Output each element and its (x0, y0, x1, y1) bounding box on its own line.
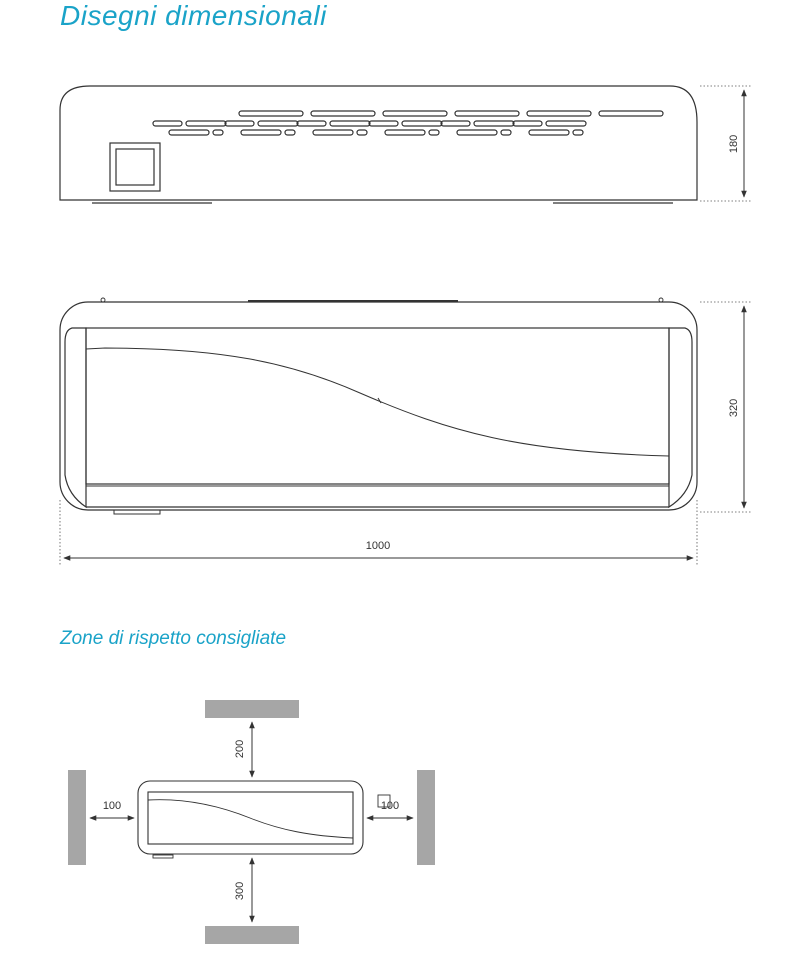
vent-slot (369, 121, 398, 126)
dim-side-height (700, 86, 752, 201)
vent-slot (599, 111, 663, 116)
vent-slot (186, 121, 226, 126)
section-title-clearance: Zone di rispetto consigliate (60, 628, 287, 649)
vent-slot (213, 130, 223, 135)
control-box (110, 143, 160, 191)
clearance-left-label: 100 (102, 800, 122, 812)
wall-left (68, 770, 86, 865)
vent-slot (239, 111, 303, 116)
vent-slot (383, 111, 447, 116)
vent-slot (297, 121, 326, 126)
dim-front-height (700, 302, 752, 512)
vent-slot (357, 130, 367, 135)
dim-width-label: 1000 (365, 540, 391, 552)
vent-slot (402, 121, 442, 126)
wave-design (86, 348, 669, 486)
vent-slot (153, 121, 182, 126)
vent-slot (474, 121, 514, 126)
vent-slot (429, 130, 439, 135)
vent-slot (225, 121, 254, 126)
front-foot (114, 510, 160, 514)
vent-slots (153, 111, 663, 135)
front-view-body (60, 302, 697, 510)
vent-slot (385, 130, 425, 135)
wall-bottom (205, 926, 299, 944)
dim-side-height-label: 180 (728, 134, 740, 154)
clearance-diagram (68, 700, 435, 944)
page-title: Disegni dimensionali (60, 0, 327, 31)
side-panel-left (65, 328, 86, 507)
side-view (60, 86, 697, 203)
mini-unit (138, 781, 390, 858)
vent-slot (457, 130, 497, 135)
vent-slot (285, 130, 295, 135)
vent-slot (169, 130, 209, 135)
side-panel-right (669, 328, 692, 507)
wall-top (205, 700, 299, 718)
wall-right (417, 770, 435, 865)
vent-slot (313, 130, 353, 135)
dim-front-height-label: 320 (728, 398, 740, 418)
front-view (60, 298, 697, 514)
vent-slot (311, 111, 375, 116)
vent-slot (258, 121, 298, 126)
vent-slot (501, 130, 511, 135)
clearance-top-label: 200 (234, 739, 246, 759)
vent-slot (546, 121, 586, 126)
vent-slot (455, 111, 519, 116)
clearance-bottom-label: 300 (234, 881, 246, 901)
clearance-right-label: 100 (380, 800, 400, 812)
front-panel (86, 328, 669, 484)
vent-slot (513, 121, 542, 126)
control-box-inner (116, 149, 154, 185)
vent-slot (527, 111, 591, 116)
vent-slot (241, 130, 281, 135)
vent-slot (573, 130, 583, 135)
vent-slot (330, 121, 370, 126)
vent-slot (529, 130, 569, 135)
vent-slot (441, 121, 470, 126)
